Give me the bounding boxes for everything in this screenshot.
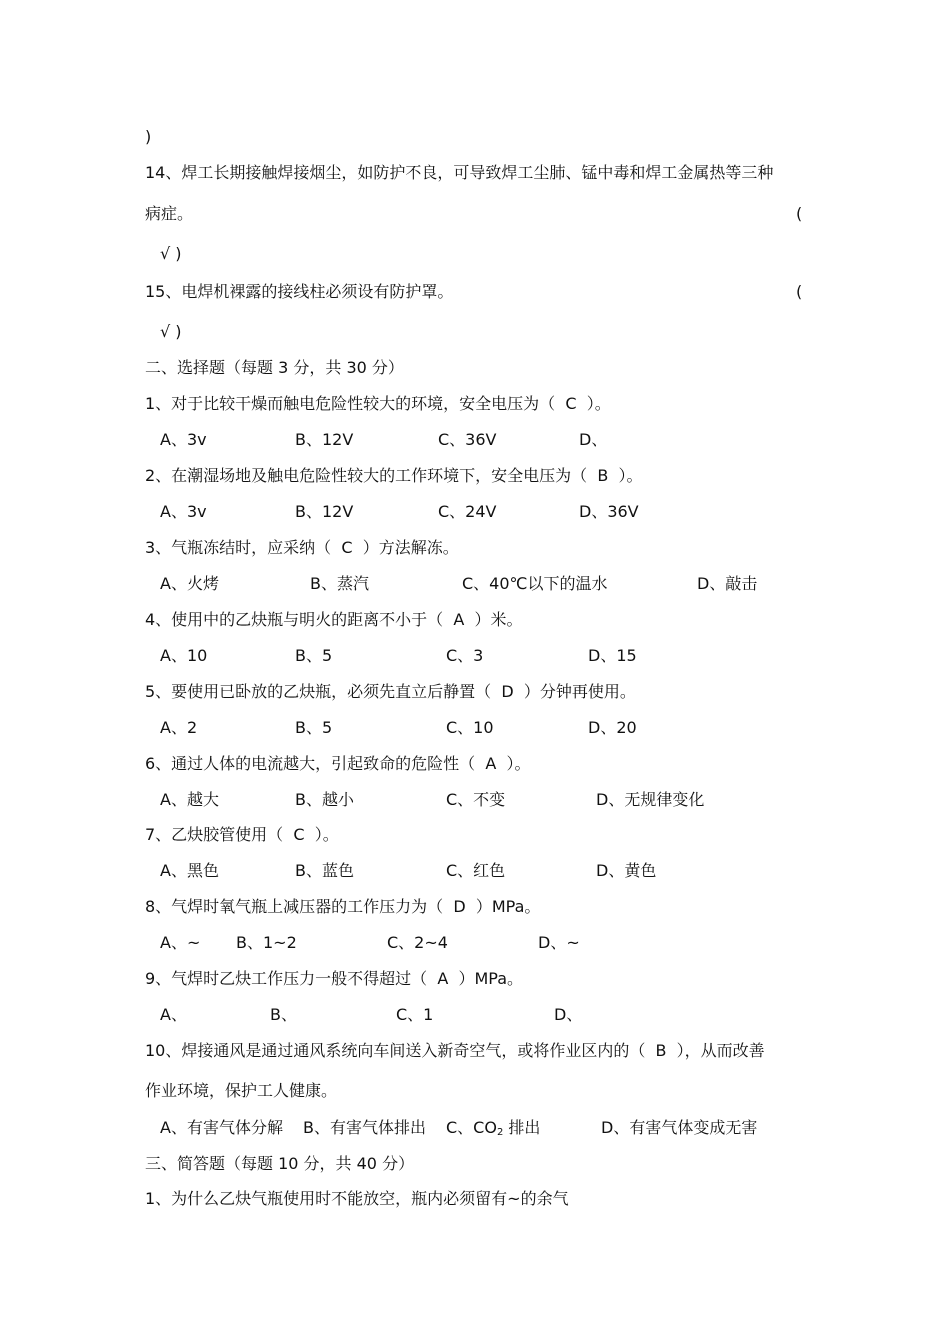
option-c: C、红色 xyxy=(446,861,506,880)
question-14-continued: 病症。 xyxy=(145,204,194,223)
option-b: B、12V xyxy=(295,430,354,449)
option-c-subscript: 2 xyxy=(496,1127,504,1138)
option-d: D、 xyxy=(554,1005,583,1024)
option-c-suffix: 排出 xyxy=(503,1118,541,1137)
choice-question-7: 7、乙炔胶管使用（ C ）。 xyxy=(145,825,339,844)
option-b: B、越小 xyxy=(295,790,354,809)
option-d: D、敲击 xyxy=(697,574,758,593)
option-a: A、有害气体分解 xyxy=(160,1118,283,1137)
answer-14: √ ) xyxy=(160,244,182,263)
choice-question-4: 4、使用中的乙炔瓶与明火的距离不小于（ A ）米。 xyxy=(145,610,523,629)
section-heading-short-answer: 三、简答题（每题 10 分，共 40 分） xyxy=(145,1154,415,1173)
option-a: A、3v xyxy=(160,430,207,449)
option-a: A、火烤 xyxy=(160,574,219,593)
answer-paren: ( xyxy=(796,204,803,223)
section-heading-choice: 二、选择题（每题 3 分，共 30 分） xyxy=(145,358,404,377)
option-c-text: C、CO xyxy=(446,1118,497,1137)
option-c: C、1 xyxy=(396,1005,434,1024)
choice-question-6: 6、通过人体的电流越大，引起致命的危险性（ A ）。 xyxy=(145,754,531,773)
option-a: A、 xyxy=(160,1005,187,1024)
question-14: 14、焊工长期接触焊接烟尘，如防护不良，可导致焊工尘肺、锰中毒和焊工金属热等三种 xyxy=(145,163,774,182)
option-b: B、 xyxy=(270,1005,297,1024)
option-a: A、越大 xyxy=(160,790,219,809)
choice-question-5: 5、要使用已卧放的乙炔瓶，必须先直立后静置（ D ）分钟再使用。 xyxy=(145,682,636,701)
option-c: C、2~4 xyxy=(387,933,448,952)
option-d: D、36V xyxy=(579,502,639,521)
answer-15: √ ) xyxy=(160,322,182,341)
option-c: C、不变 xyxy=(446,790,506,809)
option-a: A、3v xyxy=(160,502,207,521)
option-c: C、24V xyxy=(438,502,497,521)
choice-question-2: 2、在潮湿场地及触电危险性较大的工作环境下，安全电压为（ B ）。 xyxy=(145,466,643,485)
option-d: D、20 xyxy=(588,718,637,737)
question-15: 15、电焊机裸露的接线柱必须设有防护罩。 xyxy=(145,282,454,301)
option-b: B、蓝色 xyxy=(295,861,354,880)
text-line: ) xyxy=(145,127,152,146)
option-c: C、40℃以下的温水 xyxy=(462,574,608,593)
choice-question-10-continued: 作业环境，保护工人健康。 xyxy=(145,1081,338,1100)
choice-question-8: 8、气焊时氧气瓶上减压器的工作压力为（ D ）MPa。 xyxy=(145,897,541,916)
option-a: A、10 xyxy=(160,646,208,665)
option-d: D、15 xyxy=(588,646,637,665)
choice-question-1: 1、对于比较干燥而触电危险性较大的环境，安全电压为（ C ）。 xyxy=(145,394,611,413)
option-c: C、3 xyxy=(446,646,484,665)
option-b: B、12V xyxy=(295,502,354,521)
option-a: A、~ xyxy=(160,933,201,952)
option-d: D、~ xyxy=(538,933,580,952)
answer-paren: ( xyxy=(796,282,803,301)
option-d: D、有害气体变成无害 xyxy=(601,1118,758,1137)
option-b: B、蒸汽 xyxy=(310,574,369,593)
option-a: A、2 xyxy=(160,718,198,737)
option-b: B、5 xyxy=(295,718,333,737)
choice-question-9: 9、气焊时乙炔工作压力一般不得超过（ A ）MPa。 xyxy=(145,969,524,988)
option-b: B、1~2 xyxy=(236,933,297,952)
option-d: D、黄色 xyxy=(596,861,657,880)
option-d: D、 xyxy=(579,430,608,449)
option-c: C、10 xyxy=(446,718,494,737)
option-b: B、5 xyxy=(295,646,333,665)
choice-question-3: 3、气瓶冻结时，应采纳（ C ）方法解冻。 xyxy=(145,538,459,557)
option-b: B、有害气体排出 xyxy=(303,1118,426,1137)
choice-question-10: 10、焊接通风是通过通风系统向车间送入新奇空气，或将作业区内的（ B ），从而改善 xyxy=(145,1041,765,1060)
short-answer-question-1: 1、为什么乙炔气瓶使用时不能放空，瓶内必须留有~的余气 xyxy=(145,1189,569,1208)
option-c: C、36V xyxy=(438,430,497,449)
option-a: A、黑色 xyxy=(160,861,219,880)
option-c xyxy=(446,1118,540,1143)
option-d: D、无规律变化 xyxy=(596,790,705,809)
